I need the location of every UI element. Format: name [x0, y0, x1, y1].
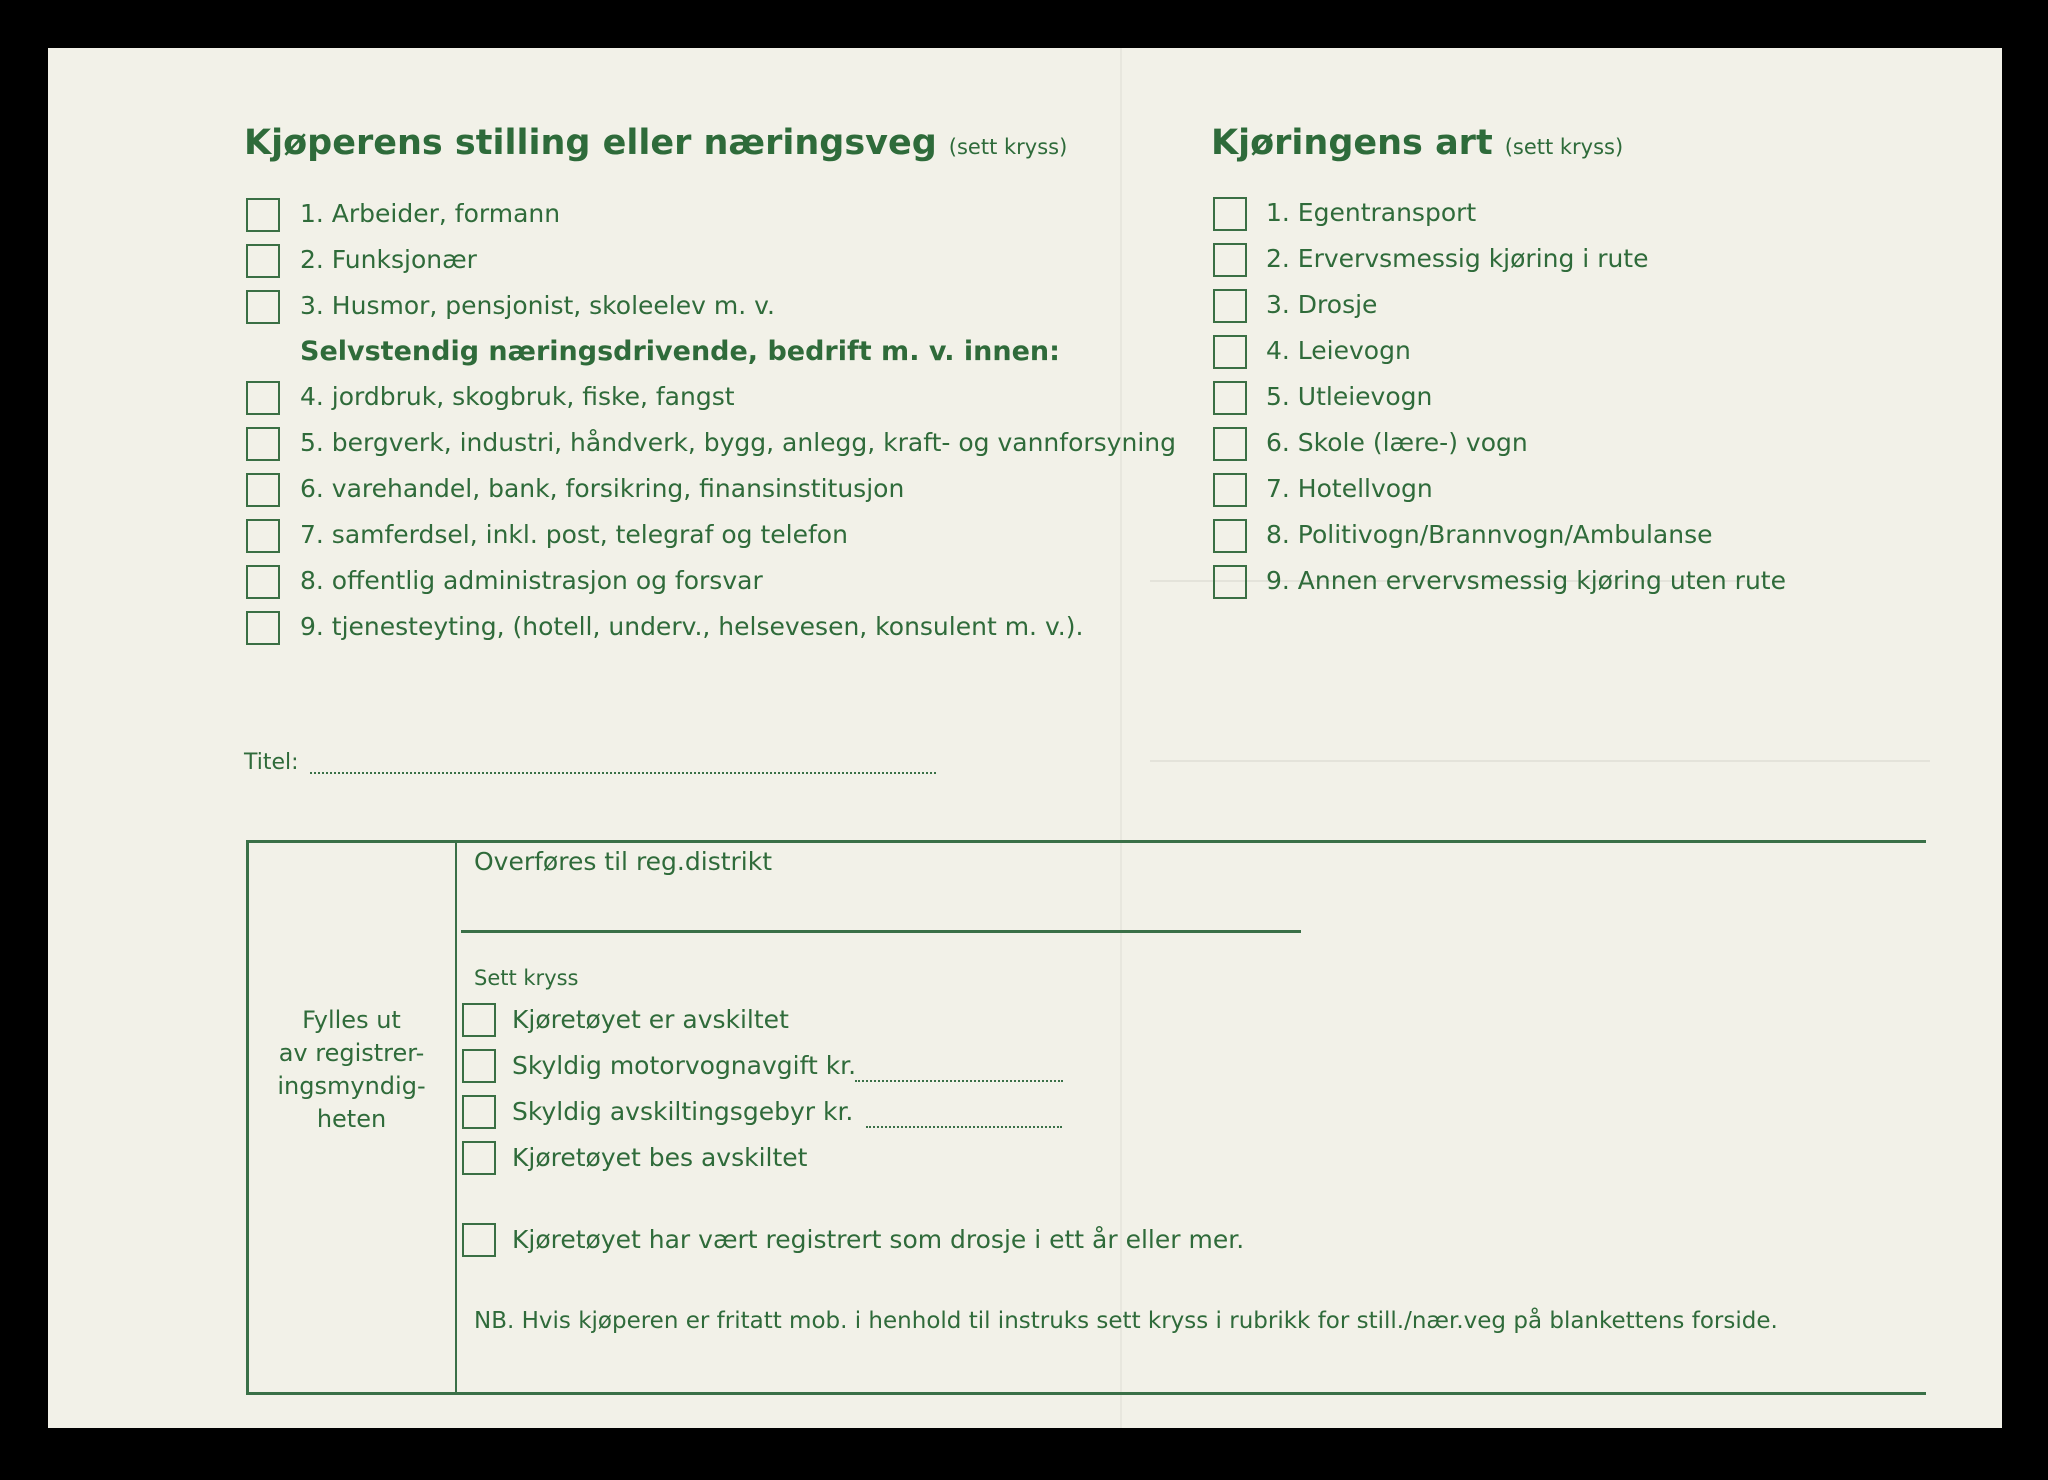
occupation-option-2: 2. Funksjonær: [300, 245, 477, 274]
occupation-option-8: 8. offentlig administrasjon og forsvar: [300, 566, 763, 595]
checkbox-driving-2[interactable]: [1213, 243, 1247, 277]
checkbox-occupation-7[interactable]: [246, 519, 280, 553]
plate-fee-amount-field[interactable]: [866, 1124, 1062, 1128]
self-employed-subheading: Selvstendig næringsdrivende, bedrift m. v. innen:: [300, 336, 1060, 367]
checkbox-driving-6[interactable]: [1213, 427, 1247, 461]
registry-box-top-border: [246, 840, 1926, 843]
registry-box-left-border: [246, 840, 249, 1395]
driving-option-4: 4. Leievogn: [1266, 336, 1411, 365]
driving-option-5: 5. Utleievogn: [1266, 382, 1433, 411]
checkbox-occupation-3[interactable]: [246, 290, 280, 324]
driving-option-1: 1. Egentransport: [1266, 198, 1477, 227]
registry-side-label: [250, 1004, 453, 1136]
registry-box-divider: [455, 840, 457, 1395]
title-field[interactable]: [310, 770, 936, 774]
heading-note: (sett kryss): [948, 135, 1068, 159]
exemption-note: NB. Hvis kjøperen er fritatt mob. i henhold til instruks sett kryss i rubrikk for still./nær.veg på blankettens forside.: [474, 1308, 1778, 1334]
checkbox-driving-4[interactable]: [1213, 335, 1247, 369]
occupation-option-7: 7. samferdsel, inkl. post, telegraf og telefon: [300, 520, 848, 549]
checkbox-occupation-8[interactable]: [246, 565, 280, 599]
occupation-option-1: 1. Arbeider, formann: [300, 199, 561, 228]
check-label-vehicle-tax: Skyldig motorvognavgift kr.: [512, 1051, 857, 1080]
checkbox-plate-fee[interactable]: [462, 1095, 496, 1129]
checkbox-taxi-one-year[interactable]: [462, 1223, 496, 1257]
fold-crease: [1120, 48, 1122, 1428]
bleed-through-line: [1150, 720, 1930, 762]
registry-box-bottom-border: [246, 1392, 1926, 1395]
checkbox-driving-7[interactable]: [1213, 473, 1247, 507]
checkbox-driving-5[interactable]: [1213, 381, 1247, 415]
checkbox-occupation-4[interactable]: [246, 381, 280, 415]
checkbox-occupation-2[interactable]: [246, 244, 280, 278]
heading-text: Kjøperens stilling eller næringsveg: [244, 123, 937, 163]
checkbox-driving-1[interactable]: [1213, 197, 1247, 231]
check-label-taxi-one-year: Kjøretøyet har vært registrert som drosje i ett år eller mer.: [512, 1225, 1245, 1254]
side-label-line: Fylles ut: [302, 1006, 401, 1034]
driving-option-8: 8. Politivogn/Brannvogn/Ambulanse: [1266, 520, 1713, 549]
checkbox-occupation-1[interactable]: [246, 198, 280, 232]
occupation-option-3: 3. Husmor, pensjonist, skoleelev m. v.: [300, 291, 775, 320]
checkbox-driving-8[interactable]: [1213, 519, 1247, 553]
checkbox-occupation-9[interactable]: [246, 611, 280, 645]
buyer-occupation-heading: [244, 123, 1067, 163]
checkbox-driving-9[interactable]: [1213, 565, 1247, 599]
checkbox-driving-3[interactable]: [1213, 289, 1247, 323]
occupation-option-5: 5. bergverk, industri, håndverk, bygg, anlegg, kraft- og vannforsyning: [300, 428, 1176, 457]
checkbox-vehicle-tax[interactable]: [462, 1049, 496, 1083]
driving-option-7: 7. Hotellvogn: [1266, 474, 1433, 503]
check-label-plate-fee: Skyldig avskiltingsgebyr kr.: [512, 1097, 854, 1126]
title-label: Titel:: [244, 750, 299, 775]
checkbox-request-deregistration[interactable]: [462, 1141, 496, 1175]
checkbox-occupation-5[interactable]: [246, 427, 280, 461]
heading-text: Kjøringens art: [1211, 123, 1493, 163]
side-label-line: ingsmyndig-: [277, 1072, 426, 1100]
mark-instruction: Sett kryss: [474, 966, 579, 990]
occupation-option-6: 6. varehandel, bank, forsikring, finansinstitusjon: [300, 474, 905, 503]
transfer-district-field[interactable]: [461, 930, 1301, 933]
driving-option-2: 2. Ervervsmessig kjøring i rute: [1266, 244, 1649, 273]
checkbox-occupation-6[interactable]: [246, 473, 280, 507]
heading-note: (sett kryss): [1504, 135, 1624, 159]
driving-option-3: 3. Drosje: [1266, 290, 1378, 319]
occupation-option-9: 9. tjenesteyting, (hotell, underv., helsevesen, konsulent m. v.).: [300, 612, 1084, 641]
vehicle-tax-amount-field[interactable]: [855, 1078, 1063, 1082]
side-label-line: heten: [316, 1105, 387, 1133]
checkbox-deregistered[interactable]: [462, 1003, 496, 1037]
driving-option-9: 9. Annen ervervsmessig kjøring uten rute: [1266, 566, 1786, 595]
driving-option-6: 6. Skole (lære-) vogn: [1266, 428, 1528, 457]
check-label-deregistered: Kjøretøyet er avskiltet: [512, 1005, 789, 1034]
side-label-line: av registrer-: [278, 1039, 425, 1067]
transfer-district-label: Overføres til reg.distrikt: [474, 847, 773, 876]
driving-type-heading: [1211, 123, 1623, 163]
check-label-request-deregistration: Kjøretøyet bes avskiltet: [512, 1143, 808, 1172]
occupation-option-4: 4. jordbruk, skogbruk, fiske, fangst: [300, 382, 735, 411]
